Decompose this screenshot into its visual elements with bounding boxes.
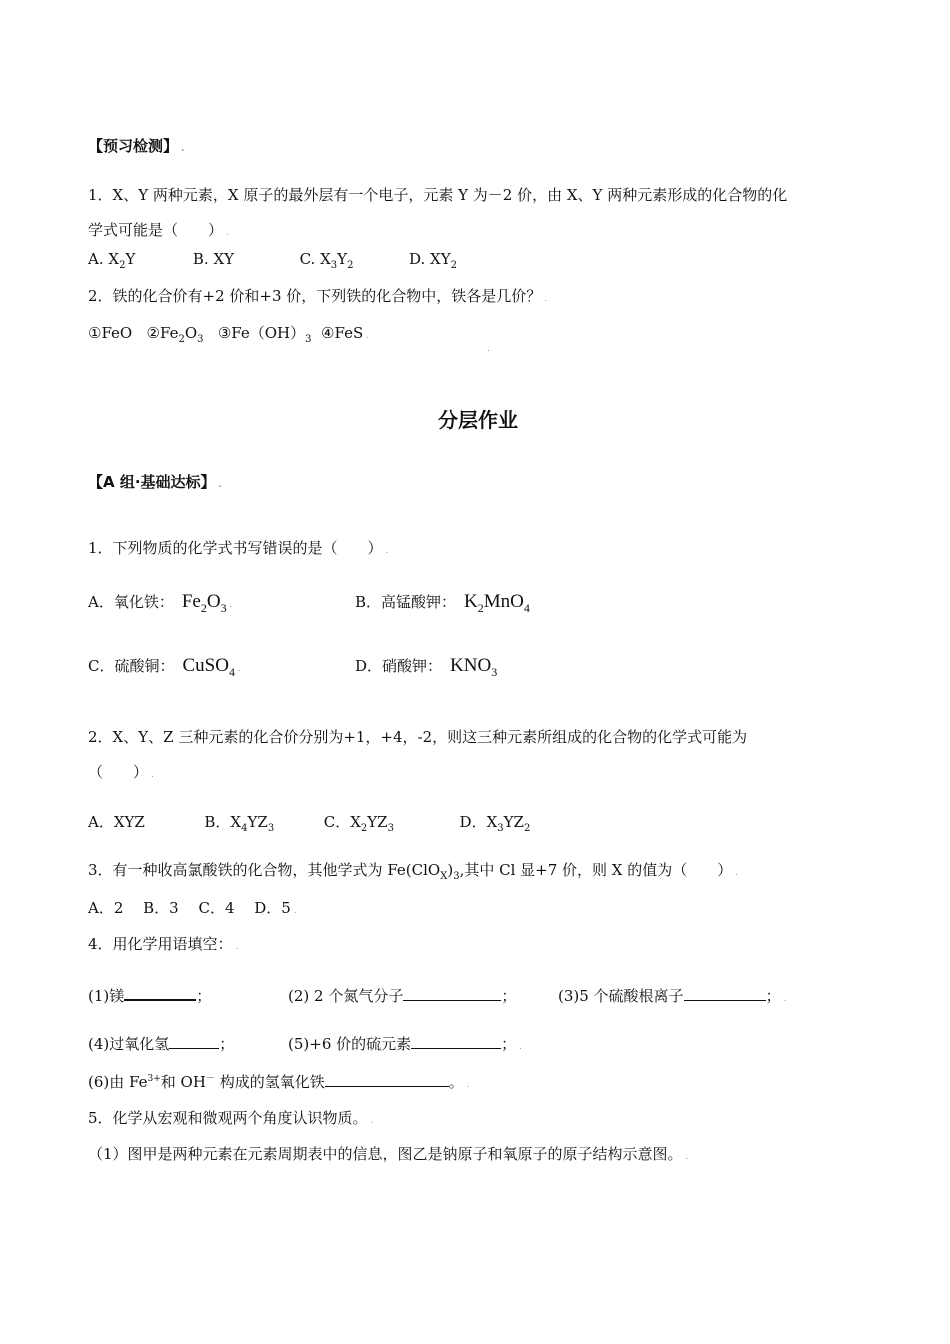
answer-blank[interactable] [411, 1034, 501, 1049]
ga-q4-p4: (4)过氧化氢 ； [88, 1035, 235, 1053]
preview-heading: 【预习检测】 . [88, 137, 185, 155]
option-a: A. $X_2Y$ [88, 250, 136, 271]
section-title: 分层作业 [438, 408, 518, 432]
ga-q1-stem: 1．下列物质的化学式书写错误的是（ ） . [88, 539, 389, 557]
ga-q1-option-c: C．硫酸铜： CuSO$_4$ . [88, 655, 241, 679]
answer-blank[interactable] [403, 986, 501, 1001]
answer-blank[interactable] [124, 985, 196, 1001]
ga-q3-options: A．2 B．3 C．4 D．5 . [88, 899, 297, 917]
answer-blank[interactable] [169, 1034, 219, 1049]
ga-q2-line1: 2．X、Y、Z 三种元素的化合价分别为+1，+4，-2，则这三种元素所组成的化合物的化学式可能为 [88, 728, 748, 746]
ga-q3-stem: 3．有一种收高氯酸铁的化合物，其他学式为 $Fe(ClO_X)_3$,其中 Cl 显+7 价，则 X 的值为（ ） . [88, 861, 739, 882]
ga-q4-p2: (2) 2 个氮气分子 ； [288, 987, 517, 1005]
preview-q1-line1: 1．X、Y 两种元素，X 原子的最外层有一个电子，元素 Y 为－2 价，由 X、Y 两种元素形成的化合物的化 [88, 186, 788, 204]
ga-q4-p3: (3)5 个硫酸根离子 ； . [558, 987, 787, 1005]
ga-q5-stem: 5．化学从宏观和微观两个角度认识物质。 . [88, 1109, 374, 1127]
answer-blank[interactable] [684, 986, 766, 1001]
preview-q1-options [88, 250, 457, 271]
ga-q1-option-d: D．硝酸钾： $KNO_3$ [355, 655, 498, 679]
ga-q4-p1: (1)镁 ； [88, 987, 212, 1005]
ga-q2-options: A．XYZ B．$X_4YZ_3$ C．$X_2YZ_3$ D．$X_3YZ_2$ [88, 813, 531, 834]
stray-mark: . [487, 344, 490, 354]
ga-q4-stem: 4．用化学用语填空： . [88, 935, 239, 953]
ga-q4-p5: (5)+6 价的硫元素 ； . [288, 1035, 523, 1053]
preview-q2-items: ①FeO $②Fe_2O_3$ $③Fe(OH)_3$ ④FeS . [88, 324, 370, 345]
answer-blank[interactable] [325, 1072, 449, 1087]
option-c: C. $X_3Y_2$ [299, 250, 354, 271]
ga-q1-option-b: B．高锰酸钾： $K_2MnO_4$ [355, 591, 530, 615]
preview-q2-text: 2．铁的化合价有+2 价和+3 价，下列铁的化合物中，铁各是几价？ . [88, 287, 548, 305]
ga-q4-p6: (6)由 $Fe^{3+}$和 OH－ 构成的氢氧化铁 。 . [88, 1073, 470, 1091]
ga-q1-option-a: A．氧化铁： $Fe_2O_3$ . [88, 591, 233, 615]
group-a-heading: 【A 组·基础达标】 . [88, 473, 222, 491]
preview-q1-line2: 学式可能是（ ） . [88, 221, 229, 239]
ga-q5-sub1: （1）图甲是两种元素在元素周期表中的信息，图乙是钠原子和氧原子的原子结构示意图。 . [88, 1145, 689, 1163]
ga-q2-line2: （ ） . [88, 763, 154, 781]
option-b: B. XY [192, 250, 235, 268]
option-d: D. $XY_2$ [409, 250, 457, 271]
